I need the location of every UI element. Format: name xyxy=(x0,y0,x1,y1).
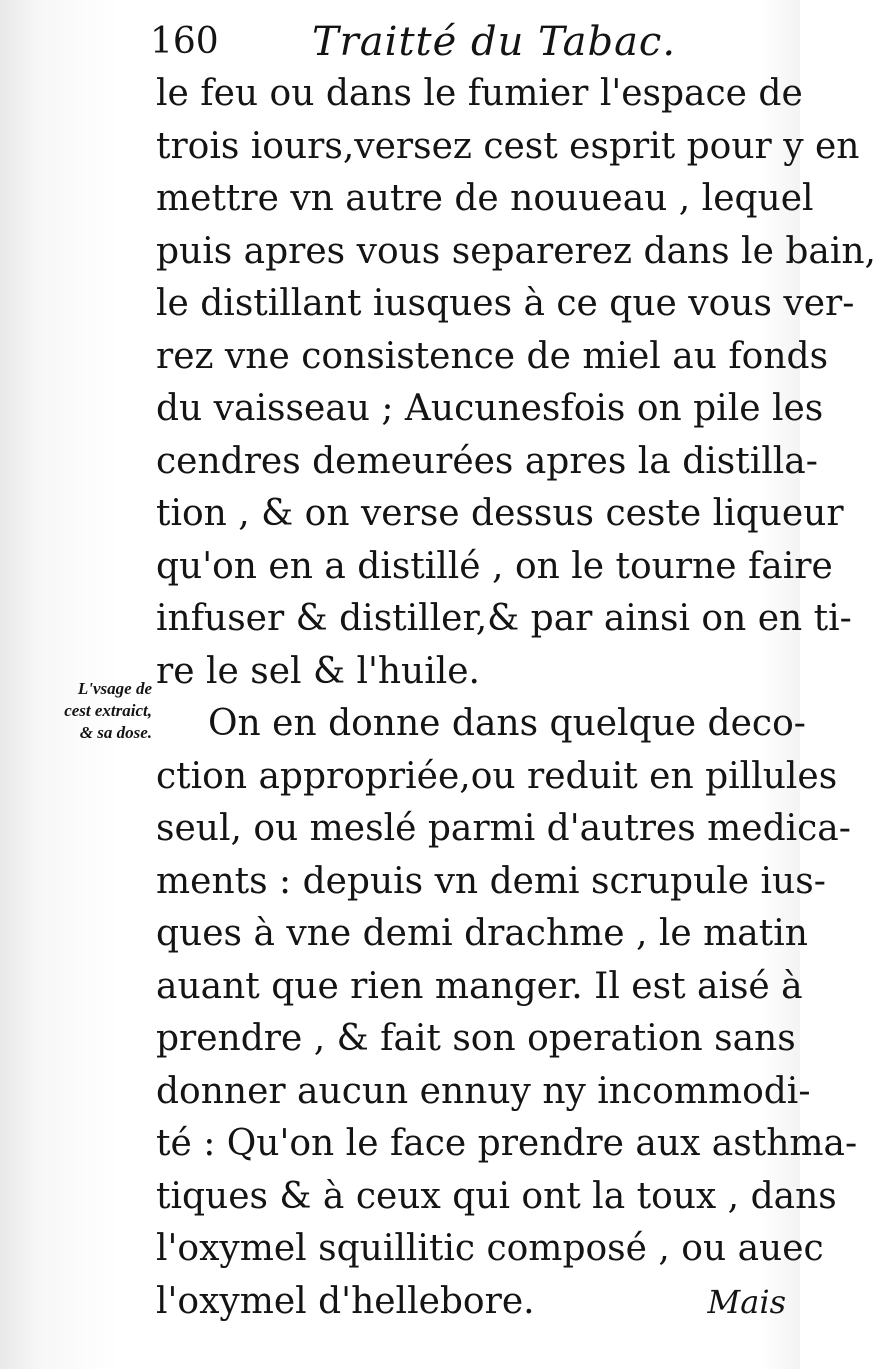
running-head xyxy=(150,12,677,72)
text-line: tiques & à ceux qui ont la toux , dans xyxy=(156,1175,837,1217)
text-line: seul, ou meslé parmi d'autres medica- xyxy=(156,808,851,849)
text-line: le distillant iusques à ce que vous ver- xyxy=(156,283,855,324)
margin-note-line: L'vsage de xyxy=(77,679,152,698)
margin-note-line: & sa dose. xyxy=(79,723,152,742)
text-line: mettre vn autre de nouueau , lequel xyxy=(156,178,814,219)
margin-note xyxy=(8,678,152,744)
text-line: trois iours,versez cest esprit pour y en xyxy=(156,125,860,167)
page-number: 160 xyxy=(150,21,219,62)
text-line: cendres demeurées apres la distilla- xyxy=(156,440,818,482)
catchword: Mais xyxy=(707,1283,786,1321)
text-line: puis apres vous separerez dans le bain, xyxy=(156,230,876,272)
text-line: l'oxymel d'hellebore. xyxy=(156,1280,535,1322)
text-line: tion , & on verse dessus ceste liqueur xyxy=(156,493,844,534)
text-line: du vaisseau ; Aucunesfois on pile les xyxy=(156,388,824,429)
margin-note-line: cest extraict, xyxy=(64,701,152,720)
text-line: infuser & distiller,& par ainsi on en ti- xyxy=(156,598,852,639)
book-title: Traitté du Tabac. xyxy=(312,19,677,65)
text-line: donner aucun ennuy ny incommodi- xyxy=(156,1070,811,1112)
text-line: le feu ou dans le fumier l'espace de xyxy=(156,73,803,114)
text-line: l'oxymel squillitic composé , ou auec xyxy=(156,1228,824,1269)
text-line: té : Qu'on le face prendre aux asthma- xyxy=(156,1123,858,1164)
text-line: ction appropriée,ou reduit en pillules xyxy=(156,755,838,797)
text-line: auant que rien manger. Il est aisé à xyxy=(156,965,803,1007)
text-line: rez vne consistence de miel au fonds xyxy=(156,335,829,377)
body-text xyxy=(156,68,876,1328)
text-line: qu'on en a distillé , on le tourne faire xyxy=(156,545,833,587)
text-line: prendre , & fait son operation sans xyxy=(156,1018,796,1059)
text-line: On en donne dans quelque deco- xyxy=(208,703,806,744)
text-line: ques à vne demi drachme , le matin xyxy=(156,913,808,954)
text-line: re le sel & l'huile. xyxy=(156,650,480,692)
text-line: ments : depuis vn demi scrupule ius- xyxy=(156,860,826,902)
